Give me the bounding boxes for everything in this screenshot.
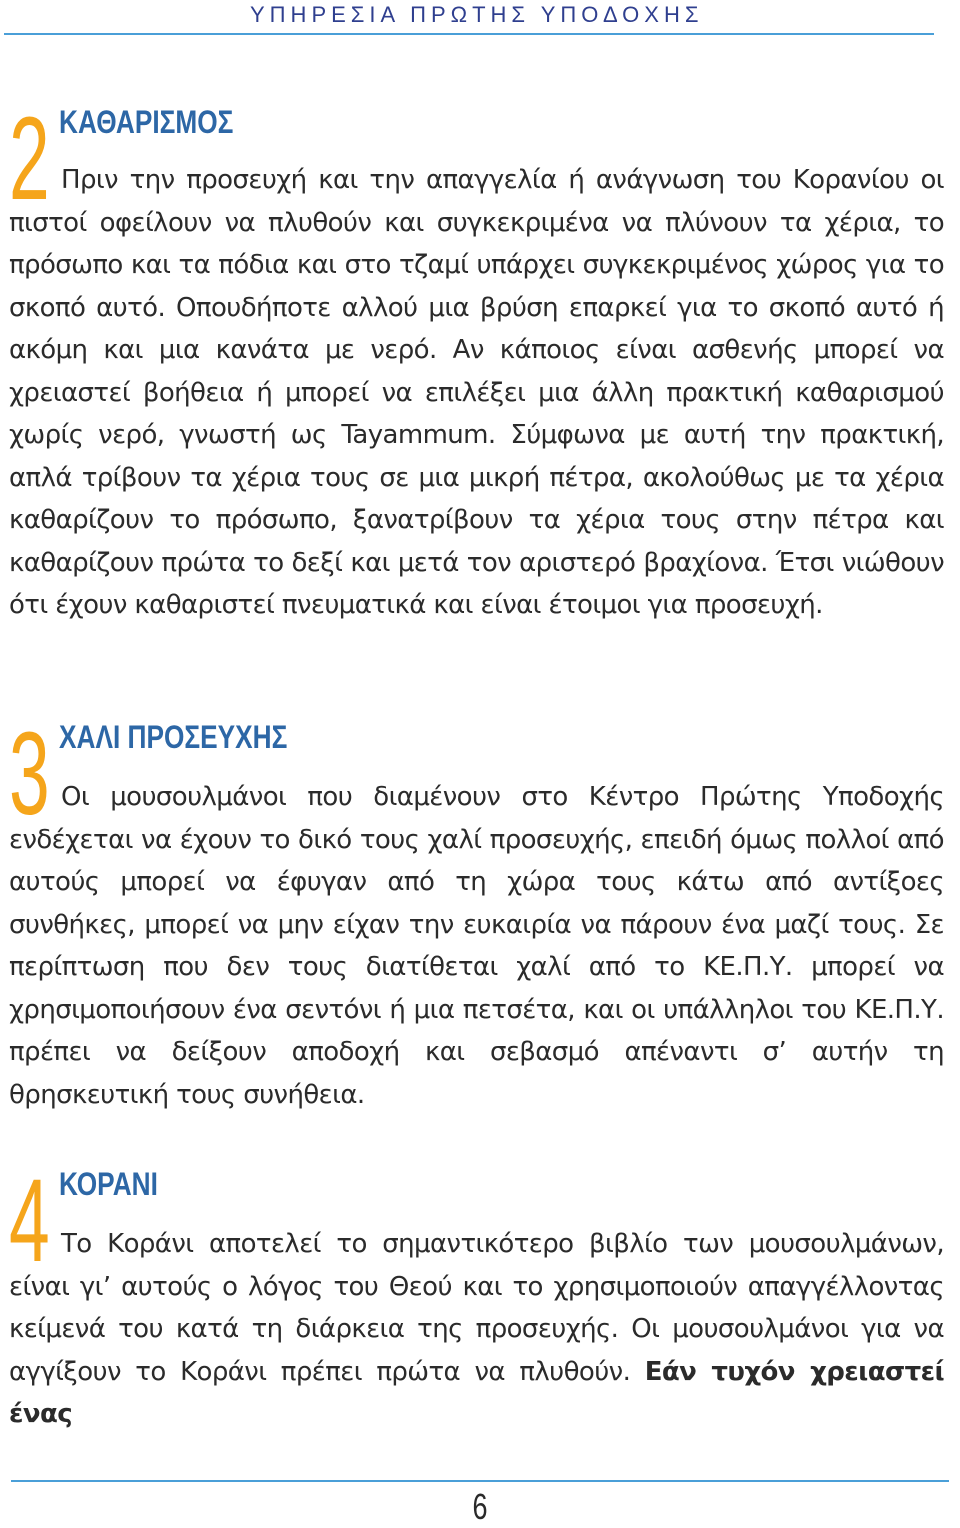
running-header: ΥΠΗΡΕΣΙΑ ΠΡΩΤΗΣ ΥΠΟΔΟΧΗΣ <box>250 2 704 27</box>
header-divider <box>4 33 934 35</box>
section-cleansing <box>9 93 945 640</box>
section-number: 2 <box>9 93 50 225</box>
section-title: ΚΟΡΑΝΙ <box>59 1166 158 1202</box>
page-number: 6 <box>472 1486 488 1527</box>
section-prayer-rug <box>9 708 945 1110</box>
section-body: Πριν την προσευχή και την απαγγελία ή ανάγνωση του Κορανίου οι πιστοί οφείλουν να πλυθούν και συγκεκριμένα να πλύνουν τα χέρια, το πρόσωπο και τα πόδια και στο τζαμί υπάρχει συγκεκριμένος χώρος για το σκοπό αυτό. Οπουδήποτε αλλού μια βρύση επαρκεί για το σκοπό αυτό ή ακόμη και μια κανάτα με νερό. Αν κάποιος είναι ασθενής μπορεί να χρειαστεί βοήθεια ή μπορεί να επιλέξει μια άλλη πρακτική καθαρισμού χωρίς νερό, γνωστή ως Tayammum. Σύμφωνα με αυτή την πρακτική, απλά τρίβουν τα χέρια τους σε μια μικρή πέτρα, ακολούθως με τα χέρια καθαρίζουν το πρόσωπο, ξανατρίβουν τα χέρια τους στην πέτρα και καθαρίζουν πρώτα το δεξί και μετά τον αριστερό βραχίονα. Έτσι νιώθουν ότι έχουν καθαριστεί πνευματικά και είναι έτοιμοι για προσευχή. <box>9 165 944 620</box>
section-title: ΚΑΘΑΡΙΣΜΟΣ <box>59 104 234 140</box>
footer-divider <box>11 1480 949 1482</box>
section-title: ΧΑΛΙ ΠΡΟΣΕΥΧΗΣ <box>59 719 288 755</box>
section-body-text: Το Κοράνι αποτελεί το σημαντικότερο βιβλίο των μουσουλμάνων, είναι γι’ αυτούς ο λόγος του Θεού και το χρησιμοποιούν απαγγέλλοντας κείμενά του κατά τη διάρκεια της προσευχής. Οι μουσουλμάνοι για να αγγίξουν το Κοράνι πρέπει πρώτα να πλυθούν. <box>9 1229 944 1387</box>
section-number: 3 <box>9 708 50 840</box>
section-number: 4 <box>9 1155 50 1287</box>
section-body <box>9 1223 944 1436</box>
section-body-bold-text: Εάν τυχόν χρειαστεί ένας <box>9 1356 945 1429</box>
section-quran <box>9 1155 945 1429</box>
section-body: Οι μουσουλμάνοι που διαμένουν στο Κέντρο Πρώτης Υποδοχής ενδέχεται να έχουν το δικό τους χαλί προσευχής, επειδή όμως πολλοί από αυτούς μπορεί να έφυγαν από τη χώρα τους κάτω από αντίξοες συνθήκες, μπορεί να μην είχαν την ευκαιρία να πάρουν ένα μαζί τους. Σε περίπτωση που δεν τους διατίθεται χαλί από το ΚΕ.Π.Υ. μπορεί να χρησιμοποιήσουν ένα σεντόνι ή μια πετσέτα, και οι υπάλληλοι του ΚΕ.Π.Υ. πρέπει να δείξουν αποδοχή και σεβασμό απέναντι σ’ αυτήν τη θρησκευτική τους συνήθεια. <box>9 782 944 1110</box>
